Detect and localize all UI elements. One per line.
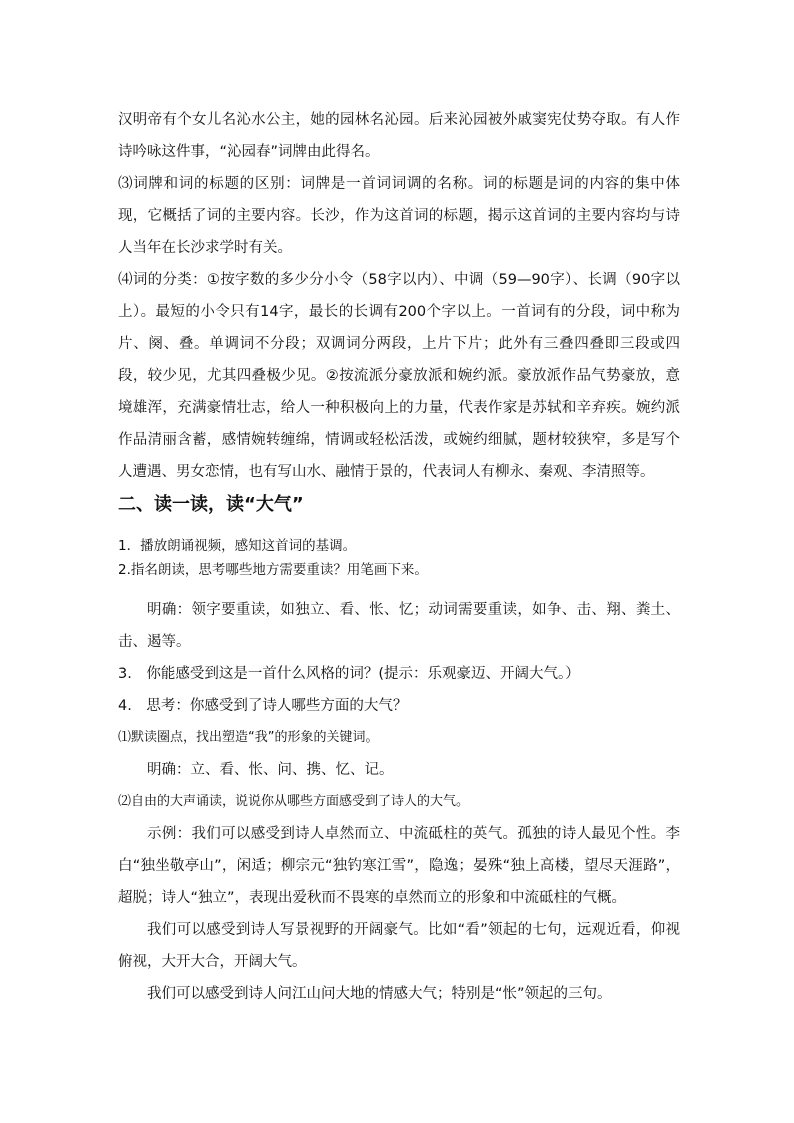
- document-page: [118, 104, 680, 1010]
- example-paragraph: 我们可以感受到诗人问江山问大地的情感大气；特别是“怅”领起的三句。: [147, 986, 612, 1002]
- sub-question-2: ⑵自由的大声诵读，说说你从哪些方面感受到了诗人的大气。: [118, 794, 470, 809]
- paragraph-qinyuan-origin: 汉明帝有个女儿名沁水公主，她的园林名沁园。后来沁园被外戚窦宪仗势夺取。有人作诗吟咏这件事，“沁园春”词牌由此得名。: [118, 112, 680, 160]
- answer-paragraph: 明确：领字要重读，如独立、看、怅、忆；动词需要重读，如争、击、翔、粪土、击、遏等。: [118, 602, 680, 650]
- paragraph-cipai-vs-title: ⑶词牌和词的标题的区别：词牌是一首词词调的名称。词的标题是词的内容的集中体现，它概括了词的主要内容。长沙，作为这首词的标题，揭示这首词的主要内容均与诗人当年在长沙求学时有关。: [118, 176, 680, 256]
- list-item: 2.指名朗读，思考哪些地方需要重读？用笔画下来。: [118, 562, 428, 578]
- list-item: 1．播放朗诵视频，感知这首词的基调。: [118, 538, 357, 554]
- question-3: 3. 你能感受到这是一首什么风格的词？(提示：乐观豪迈、开阔大气。）: [118, 666, 580, 682]
- answer-paragraph: 明确：立、看、怅、问、携、忆、记。: [147, 762, 394, 778]
- example-paragraph: 我们可以感受到诗人写景视野的开阔豪气。比如“看”领起的七句，远观近看，仰视俯视，大开大合，开阔大气。: [118, 922, 680, 970]
- section-heading: 二、读一读，读“大气”: [118, 494, 304, 515]
- sub-question-1: ⑴默读圈点，找出塑造“我”的形象的关键词。: [118, 730, 379, 745]
- question-4: 4. 思考：你感受到了诗人哪些方面的大气？: [118, 698, 408, 714]
- example-paragraph: 示例：我们可以感受到诗人卓然而立、中流砥柱的英气。孤独的诗人最见个性。李白“独坐敬亭山”，闲适；柳宗元“独钓寒江雪”，隐逸；晏殊“独上高楼，望尽天涯路”，超脱；诗人“独立”，表现出爱秋而不畏寒的卓然而立的形象和中流砥柱的气概。: [118, 826, 680, 906]
- paragraph-ci-classification: ⑷词的分类：①按字数的多少分小令（58字以内）、中调（59—90字）、长调（90字以上）。最短的小令只有14字，最长的长调有200个字以上。一首词有的分段，词中称为片、阕、叠。单调词不分段；双调词分两段，上片下片；此外有三叠四叠即三段或四段，较少见，尤其四叠极少见。②按流派分豪放派和婉约派。豪放派作品气势豪放，意境雄浑，充满豪情壮志，给人一种积极向上的力量，代表作家是苏轼和辛弃疾。婉约派作品清丽含蓄，感情婉转缠绵，情调或轻松活泼，或婉约细腻，题材较狭窄，多是写个人遭遇、男女恋情，也有写山水、融情于景的，代表词人有柳永、秦观、李清照等。: [118, 272, 680, 480]
